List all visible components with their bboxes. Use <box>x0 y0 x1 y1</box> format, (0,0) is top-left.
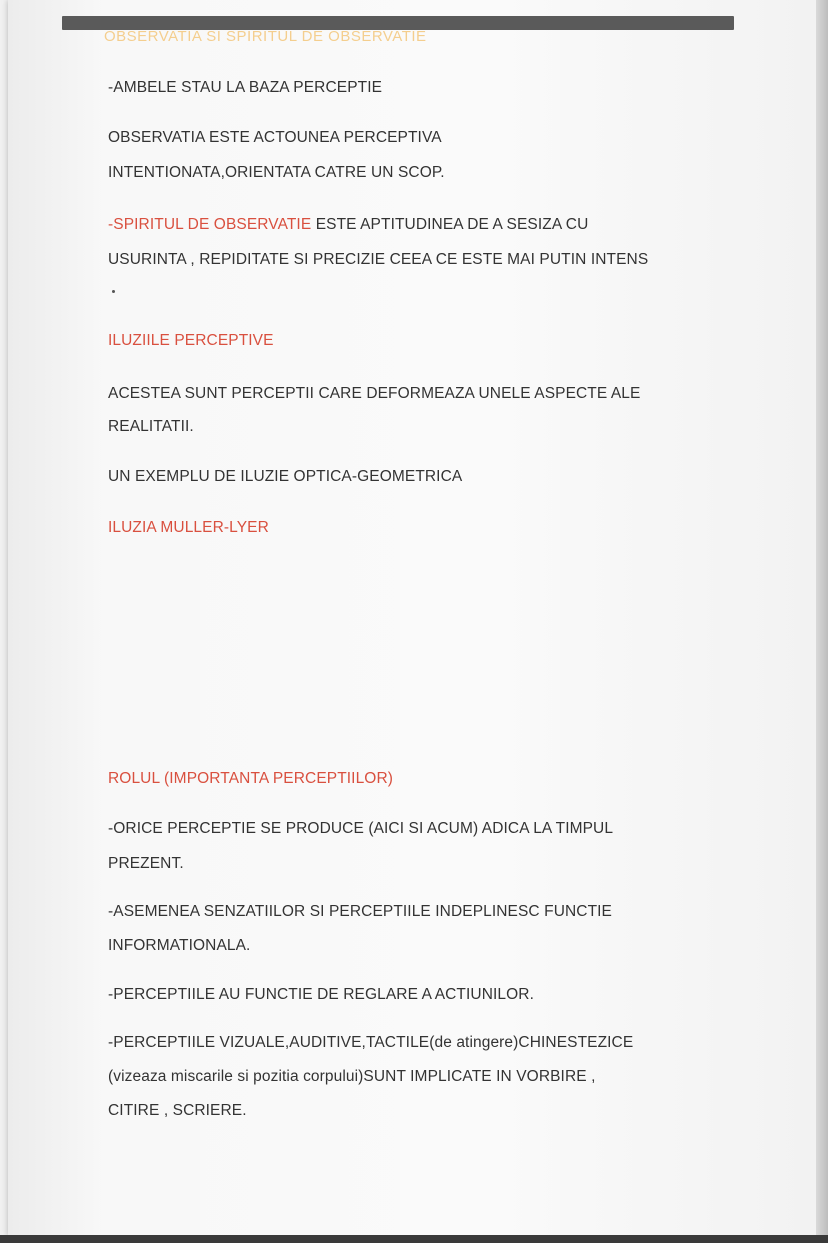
paragraph-orice-line1: -ORICE PERCEPTIE SE PRODUCE (AICI SI ACUM) ADICA LA TIMPUL <box>108 820 614 837</box>
paragraph-asemenea-line1: -ASEMENEA SENZATIILOR SI PERCEPTIILE INDEPLINESC FUNCTIE <box>108 903 612 920</box>
paragraph-asemenea-line2: INFORMATIONALA. <box>108 937 251 954</box>
paragraph-acestea-line2: REALITATII. <box>108 418 194 435</box>
bullet-dot <box>112 290 115 293</box>
heading-iluziile-perceptive: ILUZIILE PERCEPTIVE <box>108 332 274 349</box>
paragraph-observatia-line1: OBSERVATIA ESTE ACTOUNEA PERCEPTIVA <box>108 129 442 146</box>
paragraph-observatia-line2: INTENTIONATA,ORIENTATA CATRE UN SCOP. <box>108 164 445 181</box>
paragraph-vizuale-line2: (vizeaza miscarile si pozitia corpului)SUNT IMPLICATE IN VORBIRE , <box>108 1068 596 1085</box>
paragraph-acestea-line1: ACESTEA SUNT PERCEPTII CARE DEFORMEAZA UNELE ASPECTE ALE <box>108 385 641 402</box>
paragraph-vizuale-line1: -PERCEPTIILE VIZUALE,AUDITIVE,TACTILE(de atingere)CHINESTEZICE <box>108 1034 634 1051</box>
paragraph-ambele: -AMBELE STAU LA BAZA PERCEPTIE <box>108 79 383 96</box>
heading-iluzia-muller-lyer: ILUZIA MULLER-LYER <box>108 519 269 536</box>
paragraph-orice-line2: PREZENT. <box>108 855 184 872</box>
page-edge-bottom <box>0 1235 828 1243</box>
heading-rolul-perceptiilor: ROLUL (IMPORTANTA PERCEPTIILOR) <box>108 770 394 787</box>
spiritul-term: -SPIRITUL DE OBSERVATIE <box>108 216 312 233</box>
paragraph-reglare: -PERCEPTIILE AU FUNCTIE DE REGLARE A ACTIUNILOR. <box>108 986 534 1003</box>
paragraph-spiritul-line1 <box>108 216 588 234</box>
spiritul-definition-start: ESTE APTITUDINEA DE A SESIZA CU <box>311 216 589 233</box>
paragraph-spiritul-line2: USURINTA , REPIDITATE SI PRECIZIE CEEA CE ESTE MAI PUTIN INTENS <box>108 251 649 268</box>
paragraph-vizuale-line3: CITIRE , SCRIERE. <box>108 1102 247 1119</box>
faded-title: OBSERVATIA SI SPIRITUL DE OBSERVATIE <box>104 30 427 44</box>
paragraph-exemplu: UN EXEMPLU DE ILUZIE OPTICA-GEOMETRICA <box>108 468 463 485</box>
page-edge-right <box>816 0 828 1243</box>
top-dark-bar <box>62 16 734 30</box>
